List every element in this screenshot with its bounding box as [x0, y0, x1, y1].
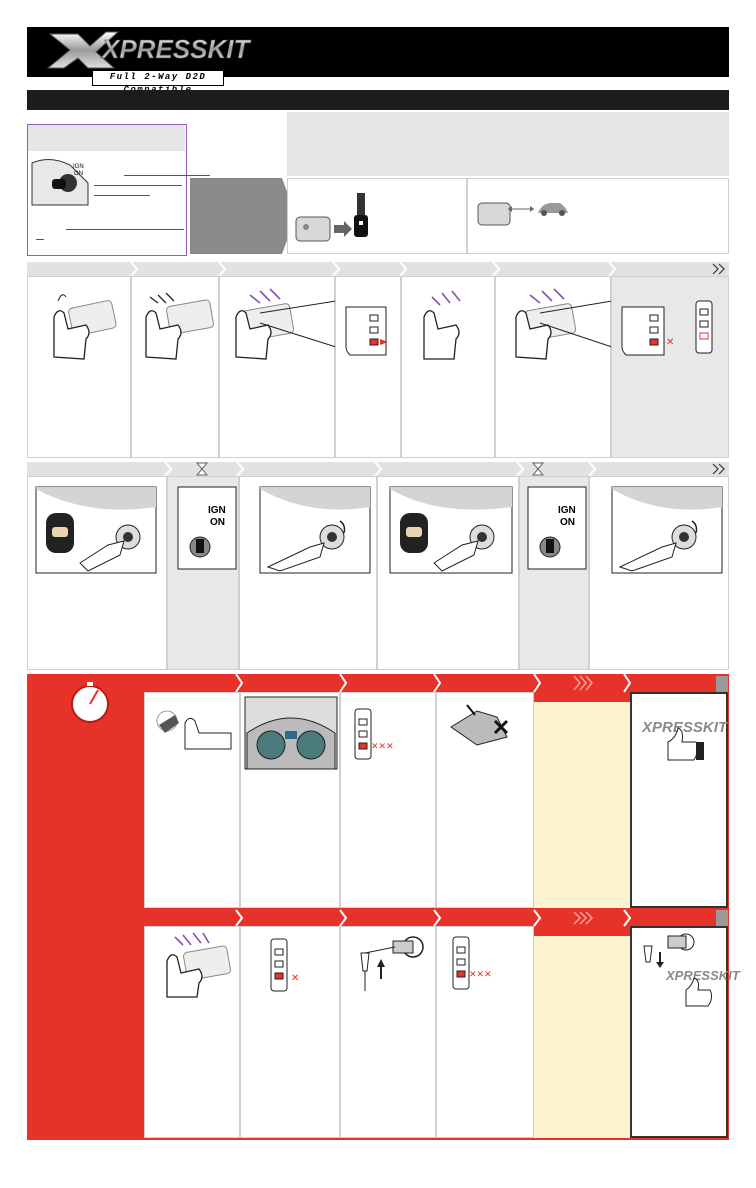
- red-r2-result: [630, 926, 740, 1138]
- dashboard-illustration: [241, 693, 341, 773]
- red-r2-step2-led: [240, 926, 340, 1138]
- svg-text:XPRESSKIT: XPRESSKIT: [666, 968, 740, 983]
- red-r2-note: [534, 936, 630, 1138]
- red-r2-step1: [144, 926, 240, 1138]
- svg-text:XPRESSKIT: XPRESSKIT: [642, 719, 728, 736]
- svg-text:ON: ON: [74, 171, 83, 177]
- tab-marker: [716, 910, 728, 926]
- red-step-bar-2: [144, 910, 716, 926]
- red-r1-result: [630, 692, 728, 908]
- row2-step2-ign: [167, 476, 239, 670]
- red-r1-step4: [436, 692, 534, 908]
- hourglass-icon: [197, 463, 207, 475]
- row1-step5: [401, 276, 495, 458]
- row2-step4: [377, 476, 519, 670]
- hand-icon: [496, 277, 612, 367]
- svg-text:IGN: IGN: [73, 164, 84, 170]
- svg-text:IGN: IGN: [208, 505, 226, 516]
- led-module-icon: [241, 927, 341, 997]
- row2-step6: [589, 476, 729, 670]
- red-step-bar-1: [144, 674, 716, 692]
- tab-marker: [716, 676, 728, 692]
- intro-text-panel: [287, 112, 729, 176]
- red-r1-step2: [240, 692, 340, 908]
- pairing-step-panel: [287, 178, 467, 254]
- row1-step3: [219, 276, 335, 458]
- led-module-icon: [437, 927, 535, 997]
- brand-logo: [44, 28, 254, 70]
- red-r1-step1: [144, 692, 240, 908]
- red-r2-step4-led: [436, 926, 534, 1138]
- led-module-icon: [341, 693, 437, 763]
- key-fob-icon: [354, 193, 368, 237]
- row1-step7-led: [611, 276, 729, 458]
- car-icon: [538, 203, 568, 216]
- row2-step-bar: [27, 462, 729, 476]
- svg-text:✕: ✕: [291, 973, 300, 984]
- row2-step3: [239, 476, 377, 670]
- svg-text:ON: ON: [210, 517, 225, 528]
- hand-icon: [132, 277, 220, 367]
- red-r1-note: [534, 702, 630, 908]
- row1-step6: [495, 276, 611, 458]
- step-arrow-banner: [190, 178, 296, 254]
- svg-text:IGN: IGN: [558, 505, 576, 516]
- svg-text:✕: ✕: [666, 337, 675, 348]
- red-r2-step3: [340, 926, 436, 1138]
- hourglass-icon: [533, 463, 543, 475]
- row1-step1: [27, 276, 131, 458]
- stopwatch-icon: [68, 680, 112, 724]
- prerequisite-box-header: [28, 125, 185, 151]
- row2-step5-ign: [519, 476, 589, 670]
- hand-icon: [28, 277, 132, 367]
- thumbs-up-icon: [632, 694, 726, 764]
- svg-text:ON: ON: [560, 517, 575, 528]
- row1-step-bar: [27, 262, 729, 276]
- logo-text: XPRESSKIT: [102, 34, 250, 64]
- ignition-key-illustration: [30, 153, 90, 205]
- red-r1-step3-led: [340, 692, 436, 908]
- hand-icon: [145, 927, 241, 997]
- hand-icon: [402, 277, 496, 367]
- section-title-bar: [27, 90, 729, 110]
- ignition-illustration: [28, 477, 168, 577]
- range-step-panel: [467, 178, 729, 254]
- tagline: Full 2-Way D2D: [92, 70, 224, 86]
- thumbs-up-icon: [632, 928, 740, 1008]
- prerequisite-box: [27, 124, 187, 256]
- led-module-icon: [336, 277, 402, 367]
- remote-card-icon: [296, 217, 330, 241]
- svg-text:✕✕✕: ✕✕✕: [371, 741, 394, 751]
- svg-text:✕✕✕: ✕✕✕: [469, 969, 492, 979]
- row1-step4-led: [335, 276, 401, 458]
- row1-step2: [131, 276, 219, 458]
- led-module-icon: [612, 277, 730, 367]
- row2-step1: [27, 476, 167, 670]
